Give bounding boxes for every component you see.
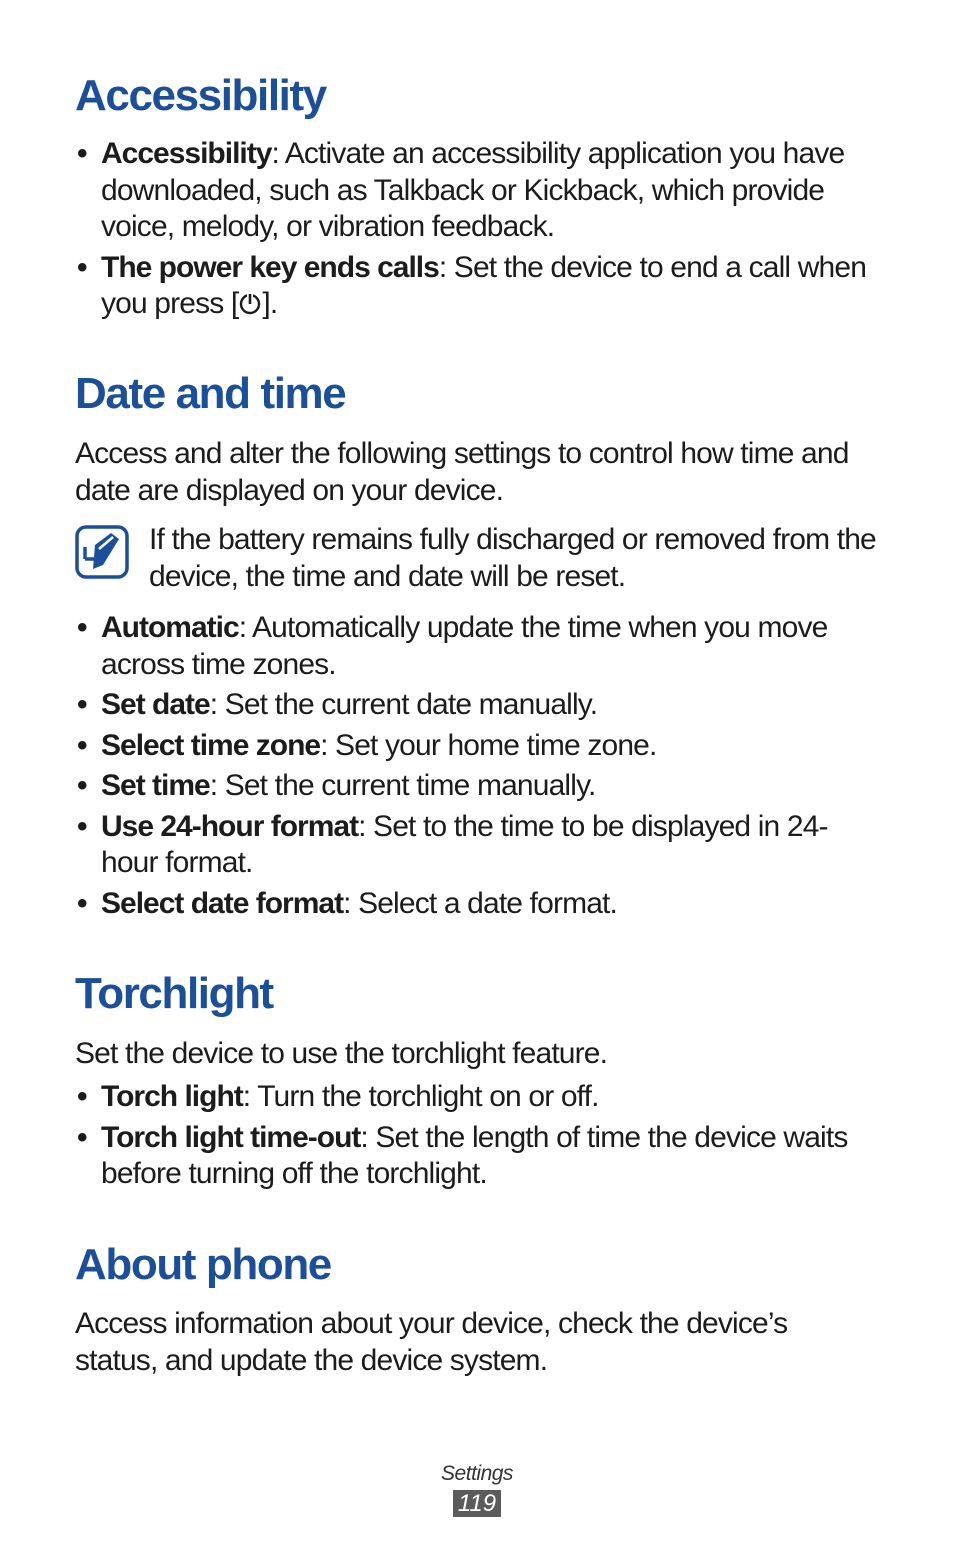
item-term: Accessibility <box>101 137 272 170</box>
list-item <box>75 809 880 882</box>
list-item <box>75 610 880 683</box>
item-desc: : Set the device to end a call when you press [ <box>101 250 867 320</box>
heading-date-and-time: Date and time <box>75 369 346 418</box>
item-term: The power key ends calls <box>101 250 439 284</box>
item-desc: : Turn the torchlight on or off. <box>242 1080 599 1113</box>
date-time-list <box>75 610 880 922</box>
item-term: Torch light <box>101 1080 243 1113</box>
item-desc: : Set the current time manually. <box>209 769 596 802</box>
heading-about-phone: About phone <box>75 1240 331 1289</box>
torchlight-list <box>75 1079 880 1193</box>
list-item <box>75 136 880 246</box>
item-term: Select date format <box>101 886 344 920</box>
item-term: Set date <box>101 688 210 721</box>
item-desc: : Set to the time to be displayed in 24-hour format. <box>101 809 828 879</box>
item-desc: : Set the current date manually. <box>209 688 598 721</box>
date-time-intro: Access and alter the following settings to control how time and date are displayed on your device. <box>75 437 849 507</box>
item-term: Set time <box>101 769 210 802</box>
list-item <box>75 250 880 326</box>
accessibility-list <box>75 136 880 326</box>
about-phone-intro: Access information about your device, check the device’s status, and update the device system. <box>75 1307 788 1377</box>
heading-torchlight: Torchlight <box>75 969 273 1018</box>
page-number: 119 <box>453 1490 501 1517</box>
heading-accessibility: Accessibility <box>75 71 326 120</box>
note-text: If the battery remains fully discharged or removed from the device, the time and date will be reset. <box>149 523 876 593</box>
item-desc: : Set the length of time the device waits before turning off the torchlight. <box>101 1120 848 1190</box>
footer-section-name: Settings <box>441 1462 513 1485</box>
item-term: Select time zone <box>101 728 321 762</box>
item-term: Torch light time-out <box>101 1120 361 1154</box>
list-item <box>75 1120 880 1193</box>
item-term: Automatic <box>101 611 239 644</box>
list-item <box>75 687 880 724</box>
item-desc: : Set your home time zone. <box>320 728 657 762</box>
item-desc-end: ]. <box>262 287 278 320</box>
item-desc: : Activate an accessibility application you have downloaded, such as Talkback or Kickback, which provide voice, melody, or vibration feedback. <box>101 137 845 243</box>
torchlight-intro: Set the device to use the torchlight feature. <box>75 1037 608 1070</box>
power-key-icon <box>238 289 262 326</box>
item-desc: : Select a date format. <box>343 886 618 920</box>
item-term: Use 24-hour format <box>101 809 359 843</box>
list-item <box>75 768 880 805</box>
list-item <box>75 728 880 765</box>
list-item <box>75 886 880 923</box>
item-desc: : Automatically update the time when you move across time zones. <box>101 611 828 681</box>
list-item <box>75 1079 880 1116</box>
page-footer <box>0 1462 954 1517</box>
note-pencil-icon <box>75 525 129 579</box>
